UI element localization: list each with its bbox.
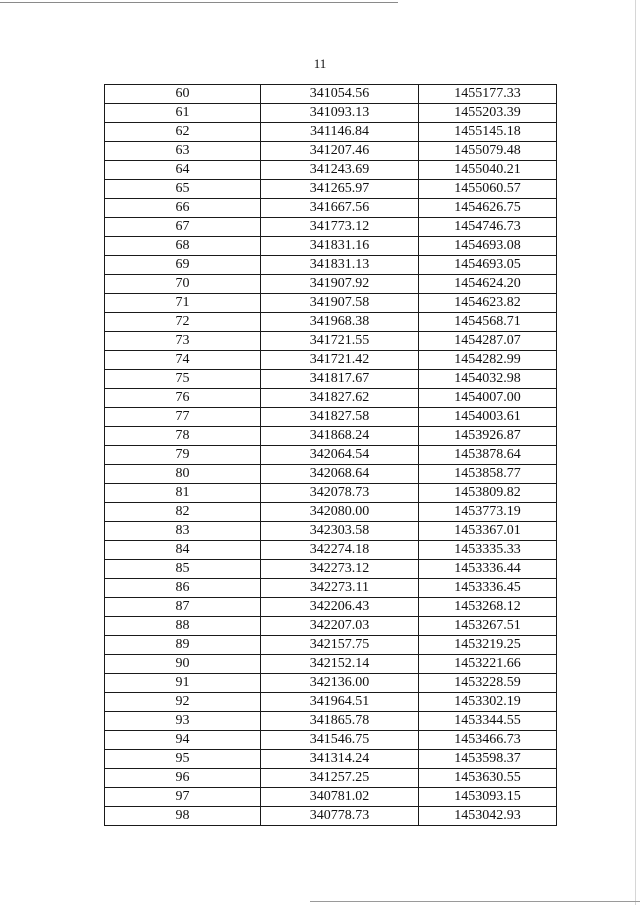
y-coordinate-cell: 1454003.61: [419, 408, 557, 427]
table-row: [105, 85, 557, 104]
y-coordinate-cell: 1453344.55: [419, 712, 557, 731]
x-coordinate-cell: 341093.13: [261, 104, 419, 123]
x-coordinate-cell: 341868.24: [261, 427, 419, 446]
table-row: [105, 408, 557, 427]
table-row: [105, 655, 557, 674]
y-coordinate-cell: 1453598.37: [419, 750, 557, 769]
table-row: [105, 484, 557, 503]
y-coordinate-cell: 1455079.48: [419, 142, 557, 161]
table-row: [105, 275, 557, 294]
x-coordinate-cell: 342207.03: [261, 617, 419, 636]
point-number-cell: 98: [105, 807, 261, 826]
coordinates-table: [104, 84, 557, 826]
table-row: [105, 104, 557, 123]
y-coordinate-cell: 1455145.18: [419, 123, 557, 142]
y-coordinate-cell: 1453466.73: [419, 731, 557, 750]
point-number-cell: 92: [105, 693, 261, 712]
x-coordinate-cell: 341968.38: [261, 313, 419, 332]
x-coordinate-cell: 341207.46: [261, 142, 419, 161]
point-number-cell: 63: [105, 142, 261, 161]
table-row: [105, 598, 557, 617]
point-number-cell: 82: [105, 503, 261, 522]
x-coordinate-cell: 341257.25: [261, 769, 419, 788]
point-number-cell: 91: [105, 674, 261, 693]
y-coordinate-cell: 1453219.25: [419, 636, 557, 655]
x-coordinate-cell: 341243.69: [261, 161, 419, 180]
x-coordinate-cell: 342080.00: [261, 503, 419, 522]
point-number-cell: 67: [105, 218, 261, 237]
y-coordinate-cell: 1454626.75: [419, 199, 557, 218]
point-number-cell: 71: [105, 294, 261, 313]
table-row: [105, 560, 557, 579]
table-row: [105, 218, 557, 237]
y-coordinate-cell: 1455177.33: [419, 85, 557, 104]
x-coordinate-cell: 341546.75: [261, 731, 419, 750]
y-coordinate-cell: 1453093.15: [419, 788, 557, 807]
point-number-cell: 96: [105, 769, 261, 788]
table-row: [105, 503, 557, 522]
point-number-cell: 64: [105, 161, 261, 180]
x-coordinate-cell: 340778.73: [261, 807, 419, 826]
point-number-cell: 70: [105, 275, 261, 294]
x-coordinate-cell: 341865.78: [261, 712, 419, 731]
table-row: [105, 522, 557, 541]
x-coordinate-cell: 341721.55: [261, 332, 419, 351]
y-coordinate-cell: 1453809.82: [419, 484, 557, 503]
table-row: [105, 579, 557, 598]
table-row: [105, 636, 557, 655]
x-coordinate-cell: 341907.92: [261, 275, 419, 294]
point-number-cell: 62: [105, 123, 261, 142]
x-coordinate-cell: 342273.12: [261, 560, 419, 579]
coordinates-table-body: [105, 85, 557, 826]
point-number-cell: 72: [105, 313, 261, 332]
point-number-cell: 65: [105, 180, 261, 199]
table-row: [105, 256, 557, 275]
point-number-cell: 84: [105, 541, 261, 560]
y-coordinate-cell: 1455203.39: [419, 104, 557, 123]
page-number: 11: [313, 56, 327, 71]
y-coordinate-cell: 1453336.44: [419, 560, 557, 579]
y-coordinate-cell: 1454624.20: [419, 275, 557, 294]
x-coordinate-cell: 341827.62: [261, 389, 419, 408]
table-row: [105, 313, 557, 332]
point-number-cell: 85: [105, 560, 261, 579]
x-coordinate-cell: 341054.56: [261, 85, 419, 104]
point-number-cell: 86: [105, 579, 261, 598]
point-number-cell: 90: [105, 655, 261, 674]
x-coordinate-cell: 342206.43: [261, 598, 419, 617]
y-coordinate-cell: 1454746.73: [419, 218, 557, 237]
y-coordinate-cell: 1454007.00: [419, 389, 557, 408]
scan-edge-top: [0, 2, 398, 3]
y-coordinate-cell: 1453336.45: [419, 579, 557, 598]
table-row: [105, 807, 557, 826]
point-number-cell: 73: [105, 332, 261, 351]
y-coordinate-cell: 1453268.12: [419, 598, 557, 617]
y-coordinate-cell: 1453630.55: [419, 769, 557, 788]
x-coordinate-cell: 341146.84: [261, 123, 419, 142]
y-coordinate-cell: 1453221.66: [419, 655, 557, 674]
table-row: [105, 788, 557, 807]
x-coordinate-cell: 342273.11: [261, 579, 419, 598]
table-row: [105, 674, 557, 693]
y-coordinate-cell: 1454032.98: [419, 370, 557, 389]
point-number-cell: 75: [105, 370, 261, 389]
table-row: [105, 769, 557, 788]
table-row: [105, 180, 557, 199]
point-number-cell: 88: [105, 617, 261, 636]
x-coordinate-cell: 342303.58: [261, 522, 419, 541]
table-row: [105, 617, 557, 636]
y-coordinate-cell: 1453042.93: [419, 807, 557, 826]
x-coordinate-cell: 342152.14: [261, 655, 419, 674]
y-coordinate-cell: 1453267.51: [419, 617, 557, 636]
y-coordinate-cell: 1453858.77: [419, 465, 557, 484]
x-coordinate-cell: 340781.02: [261, 788, 419, 807]
x-coordinate-cell: 341907.58: [261, 294, 419, 313]
x-coordinate-cell: 342274.18: [261, 541, 419, 560]
scan-edge-right: [635, 0, 636, 905]
table-row: [105, 370, 557, 389]
point-number-cell: 61: [105, 104, 261, 123]
table-row: [105, 332, 557, 351]
table-row: [105, 199, 557, 218]
point-number-cell: 60: [105, 85, 261, 104]
table-row: [105, 237, 557, 256]
table-row: [105, 161, 557, 180]
table-row: [105, 693, 557, 712]
y-coordinate-cell: 1453926.87: [419, 427, 557, 446]
point-number-cell: 76: [105, 389, 261, 408]
table-row: [105, 427, 557, 446]
point-number-cell: 68: [105, 237, 261, 256]
point-number-cell: 77: [105, 408, 261, 427]
y-coordinate-cell: 1453302.19: [419, 693, 557, 712]
x-coordinate-cell: 341831.13: [261, 256, 419, 275]
point-number-cell: 87: [105, 598, 261, 617]
y-coordinate-cell: 1453367.01: [419, 522, 557, 541]
point-number-cell: 74: [105, 351, 261, 370]
x-coordinate-cell: 341817.67: [261, 370, 419, 389]
table-row: [105, 351, 557, 370]
y-coordinate-cell: 1454287.07: [419, 332, 557, 351]
y-coordinate-cell: 1454693.08: [419, 237, 557, 256]
y-coordinate-cell: 1455060.57: [419, 180, 557, 199]
y-coordinate-cell: 1454693.05: [419, 256, 557, 275]
table-row: [105, 142, 557, 161]
x-coordinate-cell: 341827.58: [261, 408, 419, 427]
point-number-cell: 89: [105, 636, 261, 655]
y-coordinate-cell: 1453878.64: [419, 446, 557, 465]
y-coordinate-cell: 1453773.19: [419, 503, 557, 522]
x-coordinate-cell: 341831.16: [261, 237, 419, 256]
table-row: [105, 294, 557, 313]
y-coordinate-cell: 1455040.21: [419, 161, 557, 180]
point-number-cell: 95: [105, 750, 261, 769]
point-number-cell: 97: [105, 788, 261, 807]
point-number-cell: 83: [105, 522, 261, 541]
x-coordinate-cell: 341964.51: [261, 693, 419, 712]
table-row: [105, 731, 557, 750]
table-row: [105, 465, 557, 484]
y-coordinate-cell: 1454568.71: [419, 313, 557, 332]
table-row: [105, 446, 557, 465]
x-coordinate-cell: 342157.75: [261, 636, 419, 655]
table-row: [105, 750, 557, 769]
table-row: [105, 712, 557, 731]
point-number-cell: 69: [105, 256, 261, 275]
point-number-cell: 93: [105, 712, 261, 731]
scan-edge-bottom: [310, 901, 640, 902]
x-coordinate-cell: 341773.12: [261, 218, 419, 237]
point-number-cell: 78: [105, 427, 261, 446]
y-coordinate-cell: 1453228.59: [419, 674, 557, 693]
point-number-cell: 81: [105, 484, 261, 503]
point-number-cell: 80: [105, 465, 261, 484]
x-coordinate-cell: 341314.24: [261, 750, 419, 769]
x-coordinate-cell: 342136.00: [261, 674, 419, 693]
point-number-cell: 66: [105, 199, 261, 218]
y-coordinate-cell: 1453335.33: [419, 541, 557, 560]
x-coordinate-cell: 342078.73: [261, 484, 419, 503]
y-coordinate-cell: 1454623.82: [419, 294, 557, 313]
x-coordinate-cell: 341667.56: [261, 199, 419, 218]
table-row: [105, 389, 557, 408]
table-row: [105, 541, 557, 560]
y-coordinate-cell: 1454282.99: [419, 351, 557, 370]
x-coordinate-cell: 341265.97: [261, 180, 419, 199]
table-row: [105, 123, 557, 142]
x-coordinate-cell: 342068.64: [261, 465, 419, 484]
point-number-cell: 94: [105, 731, 261, 750]
x-coordinate-cell: 342064.54: [261, 446, 419, 465]
point-number-cell: 79: [105, 446, 261, 465]
x-coordinate-cell: 341721.42: [261, 351, 419, 370]
